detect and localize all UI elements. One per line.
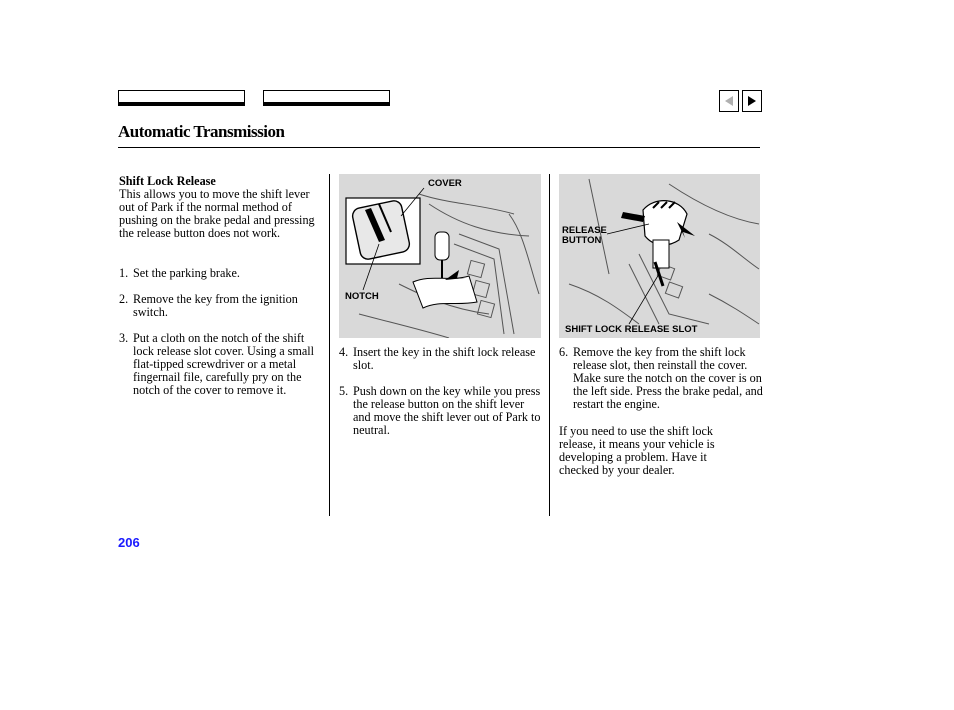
step-item	[339, 346, 539, 372]
label-shift-lock-slot: SHIFT LOCK RELEASE SLOT	[565, 324, 698, 335]
nav-index-button[interactable]	[263, 90, 390, 106]
step-text: Put a cloth on the notch of the shift lock release slot cover. Using a small flat-tipped screwdriver or a metal fingernail file, carefully pry on the notch of the cover to remove it.	[133, 331, 315, 397]
step-item	[119, 332, 321, 397]
step-item	[119, 293, 319, 319]
step-text: Push down on the key while you press the release button on the shift lever and move the shift lever out of Park to neutral.	[353, 384, 541, 437]
column-divider	[329, 174, 330, 516]
triangle-left-icon	[724, 96, 734, 106]
step-text: Remove the key from the shift lock release slot, then reinstall the cover. Make sure the notch on the cover is on the left side. Press the brake pedal, and restart the engine.	[573, 345, 763, 411]
page-number: 206	[118, 535, 140, 550]
step-number: 1.	[119, 266, 129, 280]
column-divider	[549, 174, 550, 516]
label-cover: COVER	[428, 178, 462, 189]
note-text: If you need to use the shift lock release, it means your vehicle is developing a problem. Have it checked by your dealer.	[559, 424, 715, 477]
cover-illustration	[339, 174, 541, 338]
column-1	[119, 175, 324, 240]
section-heading: Shift Lock Release	[119, 174, 216, 188]
step-item	[119, 267, 324, 280]
step-item	[559, 346, 765, 411]
label-release-button: RELEASE BUTTON	[562, 225, 607, 246]
title-rule	[118, 147, 760, 148]
figure-cover-removal	[339, 174, 541, 338]
page-title: Automatic Transmission	[118, 122, 285, 141]
step-number: 2.	[119, 292, 129, 306]
prev-page-button[interactable]	[719, 90, 739, 112]
triangle-right-icon	[747, 96, 757, 106]
step-text: Insert the key in the shift lock release slot.	[353, 345, 536, 372]
nav-contents-button[interactable]	[118, 90, 245, 106]
label-notch: NOTCH	[345, 291, 379, 302]
step-text: Set the parking brake.	[133, 266, 240, 280]
step-number: 5.	[339, 384, 349, 398]
step-number: 6.	[559, 345, 569, 359]
step-item	[339, 385, 542, 437]
shifter-illustration	[559, 174, 760, 338]
intro-text: This allows you to move the shift lever out of Park if the normal method of pushing on the brake pedal and pressing the release button does not work.	[119, 187, 315, 240]
step-number: 4.	[339, 345, 349, 359]
step-number: 3.	[119, 331, 129, 345]
step-text: Remove the key from the ignition switch.	[133, 292, 298, 319]
next-page-button[interactable]	[742, 90, 762, 112]
figure-release-button	[559, 174, 760, 338]
